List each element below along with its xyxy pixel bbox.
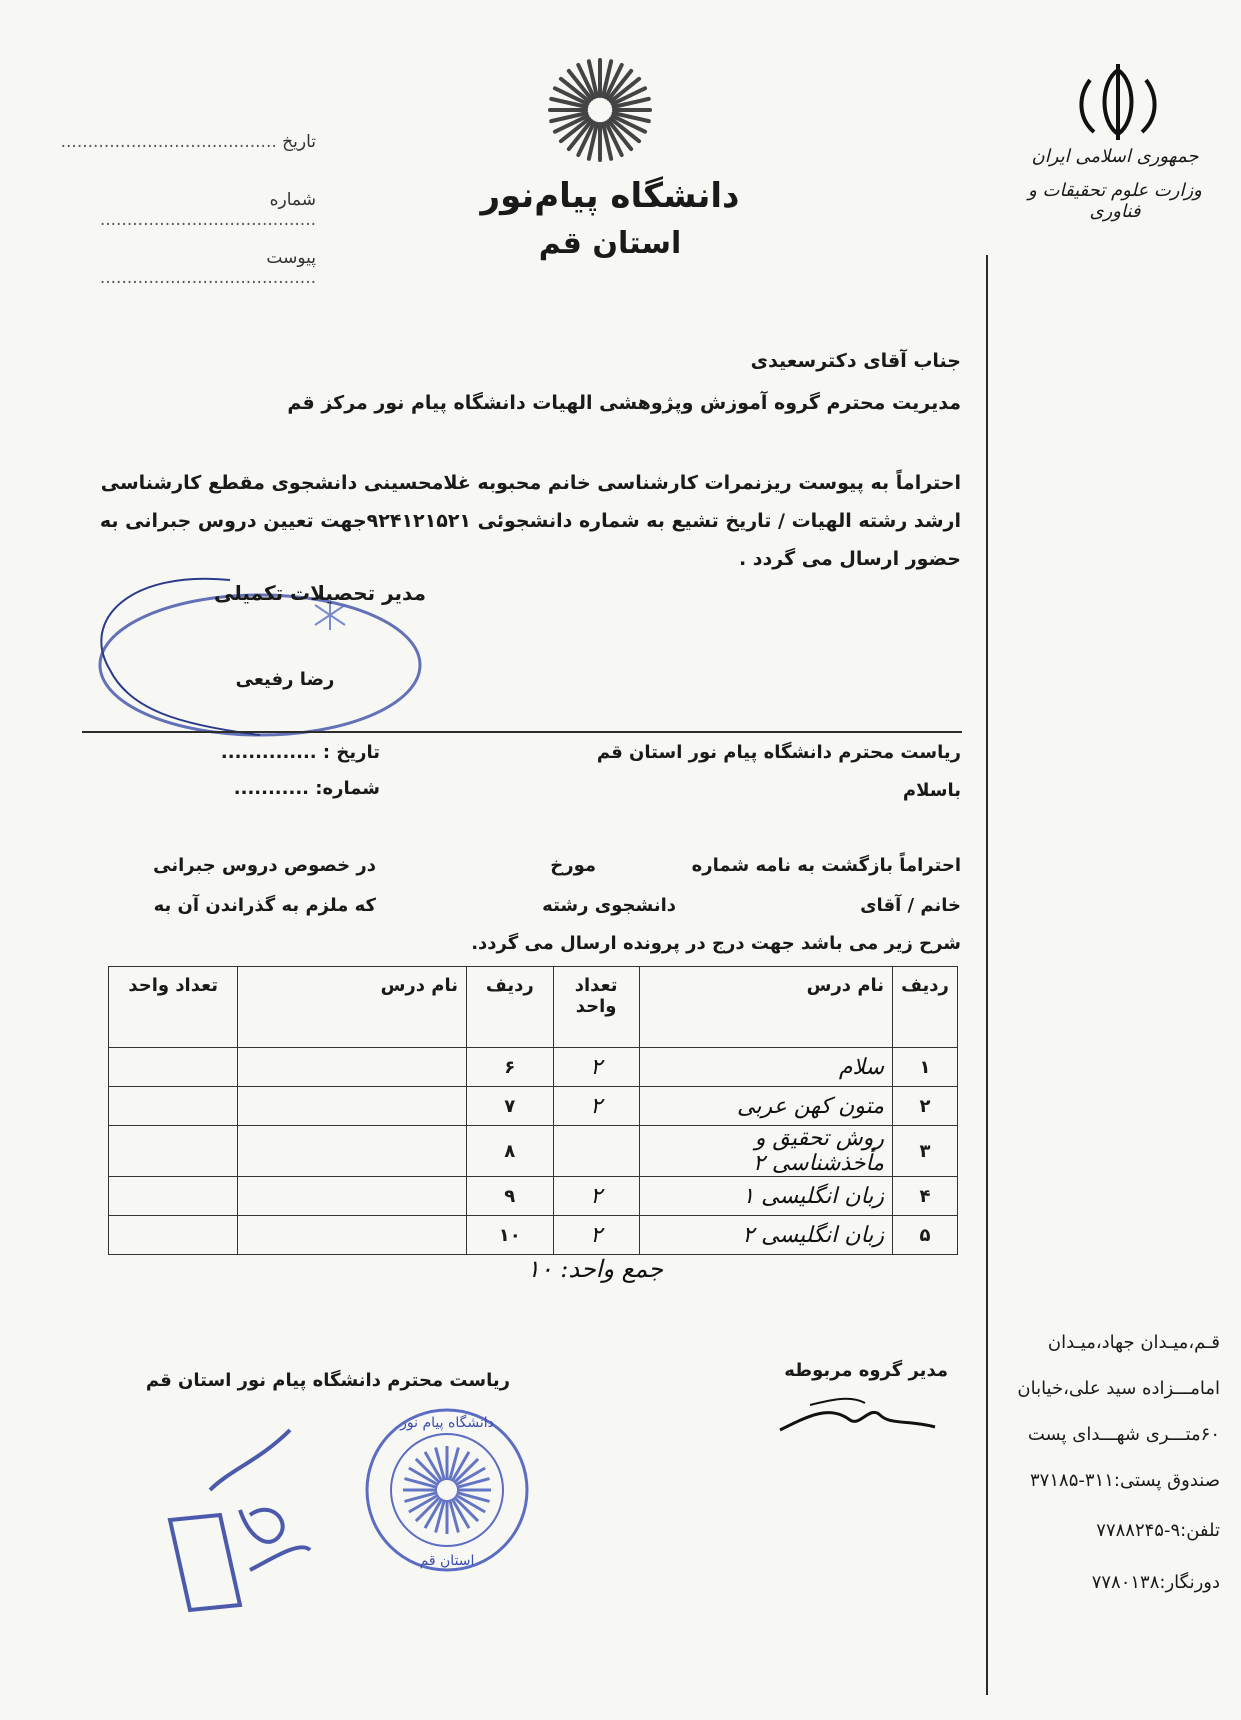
col-header-units-2: تعداد واحد <box>109 967 238 1048</box>
address-line-1: قـم،میـدان جهاد،میـدان <box>1047 1332 1220 1353</box>
letter2-line1-b: مورخ <box>550 855 596 876</box>
row-num-cell: ۲ <box>893 1087 958 1126</box>
meta-date: تاریخ ........................................ <box>60 132 316 152</box>
ministry-name: وزارت علوم تحقیقات و فناوری <box>1028 180 1202 222</box>
gov-name: جمهوری اسلامی ایران <box>1031 146 1199 167</box>
manager-title: مدیر گروه مربوطه <box>784 1360 948 1381</box>
university-province: استان قم <box>538 226 682 261</box>
president-title: ریاست محترم دانشگاه پیام نور استان قم <box>145 1370 510 1391</box>
table-row <box>109 1126 958 1177</box>
letter2-recipient: ریاست محترم دانشگاه پیام نور استان قم <box>596 742 961 763</box>
body-line-3: حضور ارسال می گردد . <box>738 548 961 570</box>
address-line-2: امامـــزاده سید علی،خیابان <box>1017 1378 1220 1399</box>
row-num-cell: ۴ <box>893 1177 958 1216</box>
letter2-greeting: باسلام <box>902 780 961 801</box>
vertical-divider <box>986 255 988 1695</box>
president-signature-icon <box>150 1420 325 1620</box>
iran-emblem-icon <box>1070 62 1166 142</box>
row-num-cell: ۳ <box>893 1126 958 1177</box>
address-fax: دورنگار:۷۷۸۰۱۳۸ <box>1091 1572 1220 1593</box>
course-name-cell-2 <box>238 1126 467 1177</box>
table-row <box>109 1087 958 1126</box>
row-num-cell: ۵ <box>893 1216 958 1255</box>
table-header-row <box>109 967 958 1048</box>
units-cell <box>553 1126 639 1177</box>
row-num-cell-2: ۱۰ <box>467 1216 554 1255</box>
course-name-cell: زبان انگلیسی ۲ <box>639 1216 892 1255</box>
salutation: جناب آقای دکترسعیدی <box>750 350 961 372</box>
letter2-line2-b: دانشجوی رشته <box>542 895 676 916</box>
letter2-line1-a: احتراماً بازگشت به نامه شماره <box>691 855 961 876</box>
body-line-2: ارشد رشته الهیات / تاریخ تشیع به شماره دانشجوئی ۹۲۴۱۲۱۵۲۱جهت تعیین دروس جبرانی به <box>99 510 961 532</box>
col-header-course-2: نام درس <box>238 967 467 1048</box>
letter2-line2-c: که ملزم به گذراندن آن به <box>153 895 376 916</box>
units-cell: ۲ <box>553 1177 639 1216</box>
total-units-note: جمع واحد: ۱۰ <box>526 1255 664 1283</box>
row-num-cell: ۱ <box>893 1048 958 1087</box>
letter2-line3: شرح زیر می باشد جهت درج در پرونده ارسال می گردد. <box>471 933 961 954</box>
table-row <box>109 1216 958 1255</box>
letter2-line2-a: خانم / آقای <box>860 895 961 916</box>
compensatory-courses-table <box>108 966 958 1255</box>
body-line-1: احتراماً به پیوست ریزنمرات کارشناسی خانم محبوبه غلامحسینی دانشجوی مقطع کارشناسی <box>100 472 961 494</box>
manager-signature-icon <box>770 1385 940 1445</box>
signer-name: رضا رفیعی <box>235 669 335 690</box>
units-cell: ۲ <box>553 1048 639 1087</box>
course-name-cell: روش تحقیق و مأخذشناسی ۲ <box>639 1126 892 1177</box>
course-name-cell-2 <box>238 1216 467 1255</box>
table-row <box>109 1048 958 1087</box>
seal-text-bottom: استان قم <box>419 1553 475 1569</box>
units-cell-2 <box>109 1216 238 1255</box>
course-name-cell-2 <box>238 1177 467 1216</box>
address-line-3: ۶۰متـــری شهـــدای پست <box>1027 1424 1220 1445</box>
table-row <box>109 1177 958 1216</box>
row-num-cell-2: ۷ <box>467 1087 554 1126</box>
letter2-line1-c: در خصوص دروس جبرانی <box>153 855 376 876</box>
graduate-office-stamp-icon <box>70 560 440 750</box>
col-header-row-num-2: ردیف <box>467 967 554 1048</box>
meta-attachment: پیوست ........................................ <box>99 248 316 288</box>
course-name-cell-2 <box>238 1087 467 1126</box>
meta-number: شماره ........................................ <box>99 190 316 230</box>
row-num-cell-2: ۶ <box>467 1048 554 1087</box>
units-cell-2 <box>109 1126 238 1177</box>
section-divider <box>82 731 962 733</box>
units-cell: ۲ <box>553 1216 639 1255</box>
seal-text-top: دانشگاه پیام نور <box>400 1415 494 1431</box>
university-seal-icon <box>362 1405 532 1575</box>
units-cell-2 <box>109 1087 238 1126</box>
signer-title: مدیر تحصیلات تکمیلی <box>213 581 427 605</box>
units-cell: ۲ <box>553 1087 639 1126</box>
university-name: دانشگاه پیام‌نور <box>480 176 740 216</box>
col-header-course: نام درس <box>639 967 892 1048</box>
course-name-cell: زبان انگلیسی ۱ <box>639 1177 892 1216</box>
course-name-cell: متون کهن عربی <box>639 1087 892 1126</box>
row-num-cell-2: ۹ <box>467 1177 554 1216</box>
row-num-cell-2: ۸ <box>467 1126 554 1177</box>
payame-noor-logo-icon <box>545 55 655 165</box>
col-header-row-num: ردیف <box>893 967 958 1048</box>
col-header-units: تعداد واحد <box>553 967 639 1048</box>
units-cell-2 <box>109 1177 238 1216</box>
address-po-box: صندوق پستی:۳۱۱-۳۷۱۸۵ <box>1030 1470 1220 1491</box>
recipient: مدیریت محترم گروه آموزش وپژوهشی الهیات دانشگاه پیام نور مرکز قم <box>287 392 961 414</box>
course-name-cell: سلام <box>639 1048 892 1087</box>
units-cell-2 <box>109 1048 238 1087</box>
letter2-number: شماره: ........... <box>233 778 380 799</box>
address-phone: تلفن:۹-۷۷۸۸۲۴۵ <box>1096 1520 1220 1541</box>
course-name-cell-2 <box>238 1048 467 1087</box>
letter2-date: تاریخ : .............. <box>220 742 380 763</box>
